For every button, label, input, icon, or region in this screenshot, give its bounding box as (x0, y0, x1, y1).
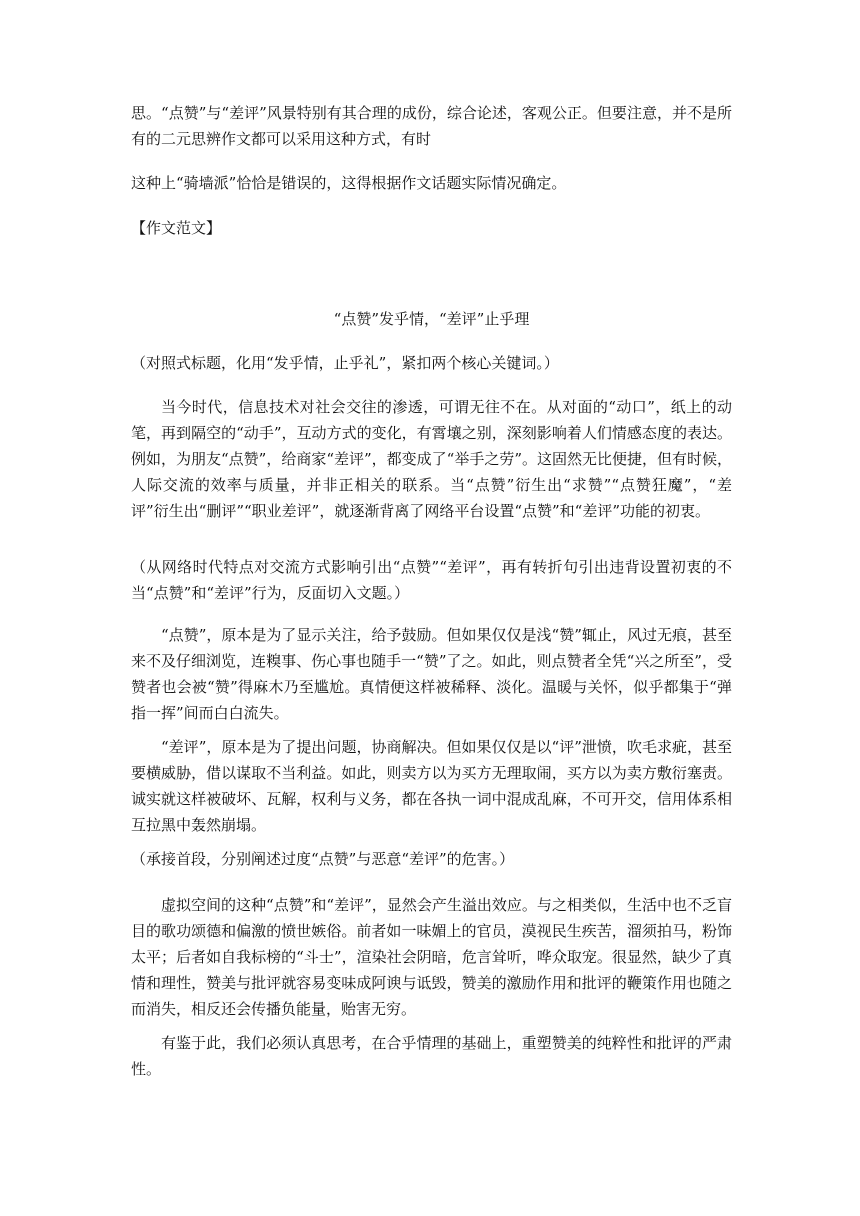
title-annotation: （对照式标题，化用“发乎情，止乎礼”，紧扣两个核心关键词。） (131, 354, 559, 372)
intro-paragraph-1: 思。“点赞”与“差评”风景特别有其合理的成份，综合论述，客观公正。但要注意，并不是所有的二元思辨作文都可以采用这种方式，有时 (131, 104, 732, 148)
body-paragraph-4: 虚拟空间的这种“点赞”和“差评”，显然会产生溢出效应。与之相类似，生活中也不乏盲目的歌功颂德和偏激的愤世嫉俗。前者如一味媚上的官员，漠视民生疾苦，溜须拍马，粉饰太平；后者如自我标榜的“斗士”，渲染社会阴暗，危言耸听，哗众取宠。很显然，缺少了真情和理性，赞美与批评就容易变味成阿谀与诋毁，赞美的激励作用和批评的鞭策作用也随之而消失，相反还会传播负能量，贻害无穷。 (131, 896, 732, 1018)
body-paragraph-2: “点赞”，原本是为了显示关注，给予鼓励。但如果仅仅是浅“赞”辄止，风过无痕，甚至来不及仔细浏览，连糗事、伤心事也随手一“赞”了之。如此，则点赞者全凭“兴之所至”，受赞者也会被“赞”得麻木乃至尴尬。真情便这样被稀释、淡化。温暖与关怀，似乎都集于“弹指一挥”间而白白流失。 (131, 626, 732, 722)
body-paragraph-3: “差评”，原本是为了提出问题，协商解决。但如果仅仅是以“评”泄愤，吹毛求疵，甚至要横威胁，借以谋取不当利益。如此，则卖方以为买方无理取闹，买方以为卖方敷衍塞责。诚实就这样被破坏、瓦解，权利与义务，都在各执一词中混成乱麻，不可开交，信用体系相互拉黑中轰然崩塌。 (131, 738, 732, 834)
body-paragraph-5: 有鉴于此，我们必须认真思考，在合乎情理的基础上，重塑赞美的纯粹性和批评的严肃性。 (131, 1034, 732, 1078)
body-paragraph-1: 当今时代，信息技术对社会交往的渗透，可谓无往不在。从对面的“动口”，纸上的动笔，再到隔空的“动手”，互动方式的变化，有霄壤之别，深刻影响着人们情感态度的表达。例如，为朋友“点赞”，给商家“差评”，都变成了“举手之劳”。这固然无比便捷，但有时候，人际交流的效率与质量，并非正相关的联系。当“点赞”衍生出“求赞”“点赞狂魔”，“差评”衍生出“删评”“职业差评”，就逐渐背离了网络平台设置“点赞”和“差评”功能的初衷。 (131, 398, 733, 520)
section-heading: 【作文范文】 (131, 219, 222, 237)
annotation-2: （承接首段，分别阐述过度“点赞”与恶意“差评”的危害。） (131, 850, 515, 868)
essay-title: “点赞”发乎情，“差评”止乎理 (333, 310, 530, 328)
annotation-1: （从网络时代特点对交流方式影响引出“点赞”“差评”，再有转折句引出违背设置初衷的不当“点赞”和“差评”行为，反面切入文题。） (131, 558, 732, 602)
intro-paragraph-2: 这种上“骑墙派”恰恰是错误的，这得根据作文话题实际情况确定。 (131, 174, 567, 192)
